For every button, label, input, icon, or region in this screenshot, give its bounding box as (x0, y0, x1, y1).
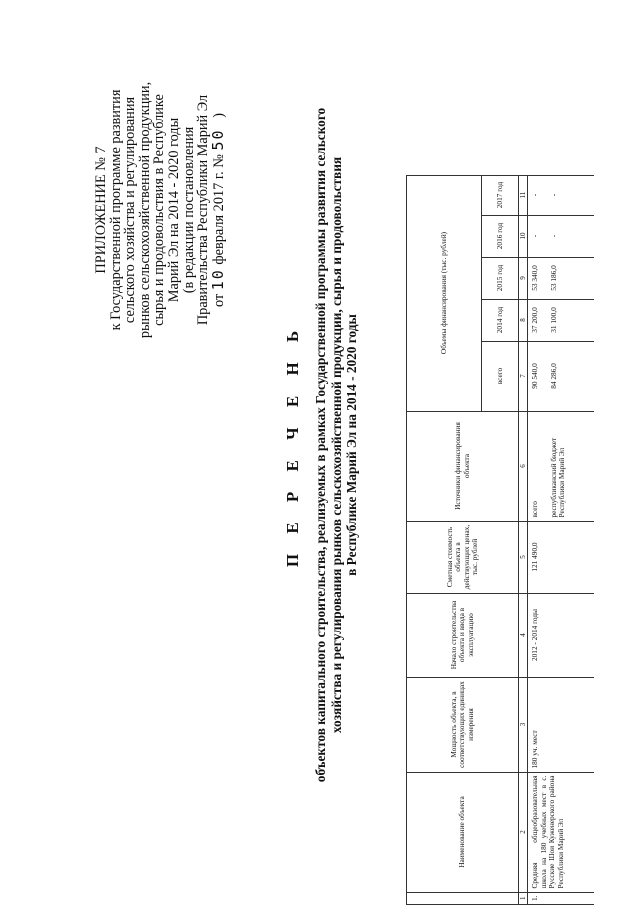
column-number: 1 (519, 892, 528, 904)
objects-table (406, 175, 594, 905)
column-number: 2 (519, 772, 528, 892)
column-number: 8 (519, 299, 528, 341)
total-value: 84 286,0 (548, 363, 558, 389)
row-number: 1. (528, 892, 595, 904)
object-capacity: 180 уч. мест (528, 677, 595, 772)
value-2016: - (530, 234, 540, 238)
document-subtitle (313, 15, 360, 875)
value-2017: - (548, 193, 558, 197)
source-label: республиканский бюджет Республики Марий Эл (548, 437, 567, 518)
table-row (528, 175, 595, 904)
value-2015: 53 186,0 (548, 265, 558, 291)
value-2017: - (530, 193, 540, 197)
funding-2016 (528, 215, 595, 257)
column-number: 7 (519, 341, 528, 411)
header-capacity: Мощность объекта, в соответствующих единицах измерения (407, 677, 519, 772)
appendix-date-line (208, 45, 227, 375)
value-2015: 53 340,0 (530, 265, 540, 291)
column-number: 4 (519, 593, 528, 677)
header-2017: 2017 год (482, 175, 519, 215)
header-cost: Сметная стоимость объекта в действующих ценах, тыс. рублей (407, 521, 519, 593)
date-rest: февраля 2017 г. № (210, 154, 227, 265)
header-num-cell (407, 892, 519, 904)
subtitle-line: хозяйства и регулирования рынков сельскохозяйственной продукции, сырья и продовольствия (328, 156, 344, 734)
appendix-line: к Государственной программе развития (107, 89, 124, 331)
close-paren: ) (210, 112, 227, 118)
header-2014: 2014 год (482, 299, 519, 341)
document-heading: П Е Р Е Ч Е Н Ь (283, 322, 302, 568)
doc-number: 50 (208, 128, 227, 151)
value-2016: - (548, 234, 558, 238)
header-name: Наименование объекта (407, 772, 519, 892)
value-2014: 37 200,0 (530, 307, 540, 333)
appendix-line: Правительства Республики Марий Эл (195, 94, 212, 326)
source-label: всего (530, 501, 540, 518)
header-funding-group: Объемы финансирования (тыс. рублей) (407, 175, 482, 411)
column-number: 10 (519, 215, 528, 257)
header-2015: 2015 год (482, 257, 519, 299)
appendix-title: ПРИЛОЖЕНИЕ № 7 (93, 146, 109, 274)
object-cost: 121 490,0 (528, 521, 595, 593)
funding-2015 (528, 257, 595, 299)
header-total: всего (482, 341, 519, 411)
header-source: Источники финансирования объекта (407, 411, 519, 521)
appendix-line: (в редакции постановления (180, 126, 197, 294)
appendix-line: сельского хозяйства и регулирования (122, 96, 139, 324)
column-number: 11 (519, 175, 528, 215)
column-number: 5 (519, 521, 528, 593)
value-2014: 31 100,0 (548, 307, 558, 333)
funding-2014 (528, 299, 595, 341)
funding-sources (528, 411, 595, 521)
appendix-line: Марий Эл на 2014 - 2020 годы (165, 117, 182, 303)
funding-total (528, 341, 595, 411)
funding-2017 (528, 175, 595, 215)
subtitle-line: объектов капитального строительства, реализуемых в рамках Государственной программы развития сельского (313, 107, 328, 783)
object-period: 2012 - 2014 годы (528, 593, 595, 677)
total-value: 90 540,0 (530, 363, 540, 389)
appendix-line: рынков сельскохозяйственной продукции, (136, 81, 153, 339)
date-day: 10 (208, 268, 227, 291)
subtitle-line: в Республике Марий Эл на 2014 - 2020 годы (344, 314, 360, 576)
column-number: 6 (519, 411, 528, 521)
object-name: Средняя общеобразовательная школа на 180 учебных мест в с. Русские Шои Куженерского района Республики Марий Эл (528, 772, 595, 892)
column-number: 3 (519, 677, 528, 772)
header-period: Начало строительства объекта и ввода в эксплуатацию (407, 593, 519, 677)
column-number: 9 (519, 257, 528, 299)
header-2016: 2016 год (482, 215, 519, 257)
appendix-block (94, 45, 226, 375)
appendix-line: сырья и продовольствия в Республике (151, 94, 168, 326)
date-prefix: от (210, 293, 227, 308)
